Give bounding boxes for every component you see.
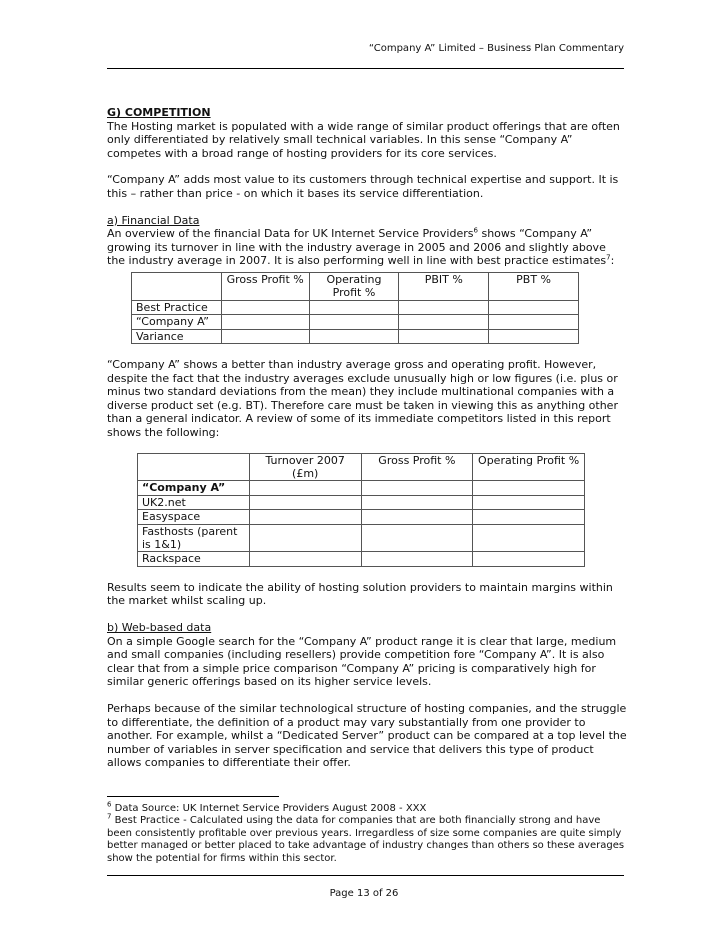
benchmark-table (131, 272, 579, 344)
table-header-cell (138, 453, 250, 481)
competitor-table (137, 453, 585, 567)
row-label: “Company A” (132, 315, 222, 329)
financial-subheading: a) Financial Data (107, 213, 200, 227)
web-paragraph-1: On a simple Google search for the “Company A” product range it is clear that large, medium and small companies (including resellers) provide competition fore “Company A”. It is also clear that from a simple price comparison “Company A” pricing is comparatively high for similar generic offerings based on its higher service levels. (107, 634, 617, 689)
footnote-6: $^6$ Data Source: UK Internet Service Providers August 2008 - XXX (107, 800, 427, 814)
competition-paragraph-2: “Company A” adds most value to its customers through technical expertise and support. It is this – rather than price - on which it bases its service differentiation. (107, 173, 619, 200)
analysis-paragraph: “Company A” shows a better than industry average gross and operating profit. However, despite the fact that the industry averages exclude unusually high or low figures (i.e. plus or minus two standard deviations from the mean) they include multinational companies with a diverse product set (e.g. BT). Therefore care must be taken in viewing this as anything other than a general indicator. A review of some of its immediate competitors listed in this report shows the following: (107, 357, 618, 439)
table-header-row (132, 272, 579, 300)
row-label: Variance (132, 329, 222, 343)
table-row (132, 315, 579, 329)
section-heading: G) COMPETITION (107, 106, 211, 119)
row-label: “Company A” (138, 481, 250, 495)
table-header-cell: Gross Profit % (361, 453, 473, 481)
competition-paragraph-1: The Hosting market is populated with a wide range of similar product offerings that are often only differentiated by relatively small technical variables. In this sense “Company A” competes with a broad range of hosting providers for its core services. (107, 119, 620, 160)
table-header-cell (132, 272, 222, 300)
row-label: UK2.net (138, 495, 250, 509)
results-paragraph: Results seem to indicate the ability of hosting solution providers to maintain margins within the market whilst scaling up. (107, 580, 613, 608)
footnote-separator (107, 796, 279, 797)
table-row (138, 495, 585, 509)
web-subheading: b) Web-based data (107, 620, 212, 634)
financial-intro: An overview of the financial Data for UK Internet Service Providers$^6$ shows “Company A” growing its turnover in line with the industry average in 2005 and 2006 and slightly above the industry average in 2007. It is also performing well in line with best practice estimates$^7$: (107, 226, 615, 268)
running-header: “Company A” Limited – Business Plan Commentary (107, 43, 624, 69)
table-header-row (138, 453, 585, 481)
table-header-cell: Gross Profit % (221, 272, 309, 300)
row-label: Best Practice (132, 300, 222, 314)
footnote-ref-6: 6 (473, 226, 478, 235)
table-row (138, 552, 585, 566)
page-number: Page 13 of 26 (329, 888, 399, 899)
footnotes (107, 800, 627, 865)
table-row (132, 329, 579, 343)
footer-rule (107, 875, 624, 876)
table-row (138, 481, 585, 495)
row-label: Rackspace (138, 552, 250, 566)
table-row (138, 524, 585, 552)
row-label: Fasthosts (parent is 1&1) (138, 524, 250, 552)
row-label: Easyspace (138, 510, 250, 524)
footnote-ref-7: 7 (606, 253, 611, 262)
table-header-cell: Operating Profit % (473, 453, 585, 481)
table-row (132, 300, 579, 314)
table-header-cell: Operating Profit % (309, 272, 399, 300)
document-body (107, 106, 627, 783)
web-paragraph-2: Perhaps because of the similar technological structure of hosting companies, and the struggle to differentiate, the definition of a product may vary substantially from one provider to another. For example, whilst a “Dedicated Server” product can be compared at a top level the number of variables in server specification and service that delivers this type of product allows companies to differentiate their offer. (107, 701, 627, 770)
table-header-cell: PBT % (489, 272, 579, 300)
table-header-cell: PBIT % (399, 272, 489, 300)
table-header-cell: Turnover 2007 (£m) (249, 453, 361, 481)
footnote-7: $^7$ Best Practice - Calculated using the data for companies that are both financially strong and have been consistently profitable over previous years. Irregardless of size some companies are quite simply better managed or better placed to take advantage of industry changes than others so these averages show the potential for firms within this sector. (107, 813, 625, 864)
table-row (138, 510, 585, 524)
